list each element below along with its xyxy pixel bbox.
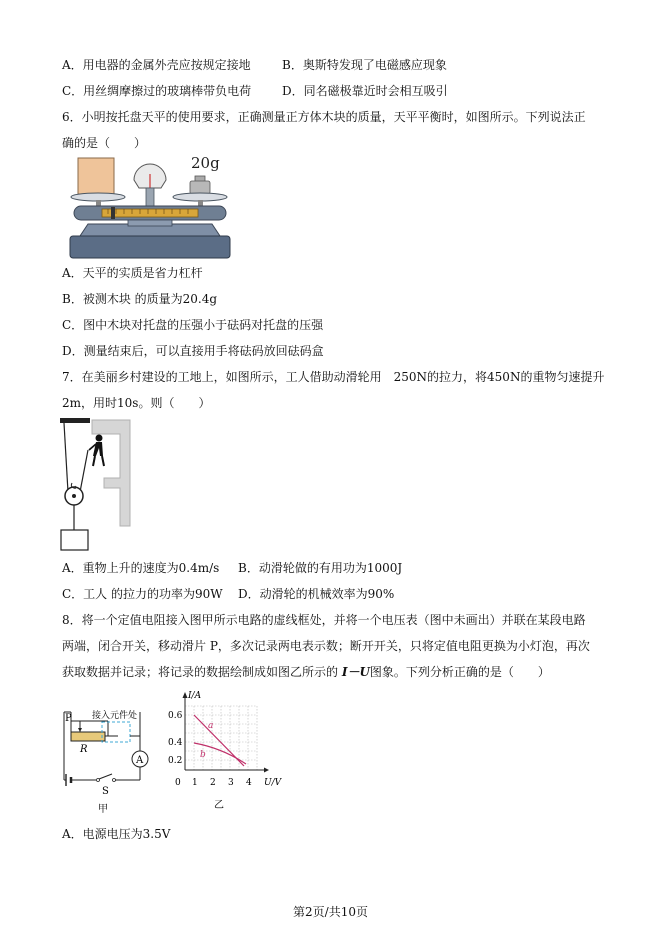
x-tick-label: 3: [228, 778, 234, 788]
question-8-stem-line3: 获取数据并记录；将记录的数据绘制成如图乙所示的 I－U图象。下列分析正确的是（ ）: [62, 665, 550, 679]
rider: [111, 207, 115, 219]
i-u-symbol: I－U: [341, 665, 370, 679]
rheostat: [71, 732, 105, 741]
graph-grid: [185, 706, 257, 770]
balance-scale-figure: [68, 150, 252, 262]
component-slot: [102, 722, 130, 742]
x-axis-label: U/V: [264, 778, 282, 788]
question-7-stem-line2: 2m，用时10s。则（ ）: [62, 396, 211, 410]
question-8-option-a: A．电源电压为3.5V: [62, 827, 171, 841]
question-6-stem-line1: 6．小明按托盘天平的使用要求，正确测量正方体木块的质量，天平平衡时，如图所示。下列说法正: [62, 110, 586, 124]
weight-20g: [190, 181, 210, 194]
y-axis-label: I/A: [188, 691, 202, 701]
load-block: [61, 530, 88, 550]
pulley-figure: [58, 416, 138, 554]
svg-text:A: A: [136, 755, 144, 766]
circuit-caption: 甲: [98, 804, 108, 815]
switch: [99, 774, 112, 779]
question-7-stem-line1: 7．在美丽乡村建设的工地上，如图所示，工人借助动滑轮用 250N的拉力，将450N的重物匀速提升: [62, 370, 605, 384]
slider-label: P: [65, 713, 72, 724]
question-7-option-b: B．动滑轮做的有用功为1000J: [238, 561, 403, 575]
question-6-option-a: A．天平的实质是省力杠杆: [62, 266, 203, 280]
rider-scale: [102, 209, 198, 217]
option-d-prev: D．同名磁极靠近时会相互吸引: [282, 84, 448, 98]
question-6-option-c: C．图中木块对托盘的压强小于砝码对托盘的压强: [62, 318, 324, 332]
left-pan: [71, 193, 125, 201]
wood-block: [78, 158, 114, 194]
x-tick-label: 1: [192, 778, 198, 788]
y-tick-label: 0.6: [168, 711, 183, 721]
option-c-prev: C．用丝绸摩擦过的玻璃棒带负电荷: [62, 84, 252, 98]
worker-silhouette: [89, 435, 104, 467]
y-tick-label: 0.2: [168, 756, 183, 766]
page-footer: 第2页/共10页: [293, 905, 368, 919]
x-tick-label: 2: [210, 778, 216, 788]
x-tick-label: 4: [246, 778, 252, 788]
question-6-option-b: B．被测木块 的质量为20.4g: [62, 292, 218, 306]
weight-label: 20g: [191, 154, 220, 172]
question-7-option-a: A．重物上升的速度为0.4m/s: [62, 561, 220, 575]
switch-label: S: [102, 786, 109, 797]
question-8-stem-line2: 两端，闭合开关，移动滑片 P，多次记录两电表示数；断开开关，只将定值电阻更换为小灯泡，再次: [62, 639, 590, 653]
i-u-graph: [168, 688, 288, 812]
right-pan: [173, 193, 227, 201]
y-tick-label: 0.4: [168, 738, 183, 748]
x-tick-label: 0: [175, 778, 181, 788]
option-b-prev: B．奥斯特发现了电磁感应现象: [282, 58, 447, 72]
line-b-label: b: [200, 750, 206, 760]
question-6-stem-line2: 确的是（ ）: [62, 136, 147, 150]
graph-caption: 乙: [214, 800, 224, 811]
question-8-stem-line1: 8．将一个定值电阻接入图甲所示电路的虚线框处，并将一个电压表（图中未画出）并联在某段电路: [62, 613, 586, 627]
component-slot-label: 接入元件处: [92, 711, 138, 721]
balance-base: [70, 236, 230, 258]
question-6-option-d: D．测量结束后，可以直接用手将砝码放回砝码盒: [62, 344, 324, 358]
resistor-label: R: [80, 744, 88, 755]
line-a-label: a: [208, 721, 214, 731]
option-a-prev: A．用电器的金属外壳应按规定接地: [62, 58, 251, 72]
question-7-option-c: C．工人 的拉力的功率为90W: [62, 587, 223, 601]
circuit-diagram: [58, 688, 166, 815]
question-7-option-d: D．动滑轮的机械效率为90%: [238, 587, 395, 601]
ceiling-beam: [60, 418, 90, 423]
